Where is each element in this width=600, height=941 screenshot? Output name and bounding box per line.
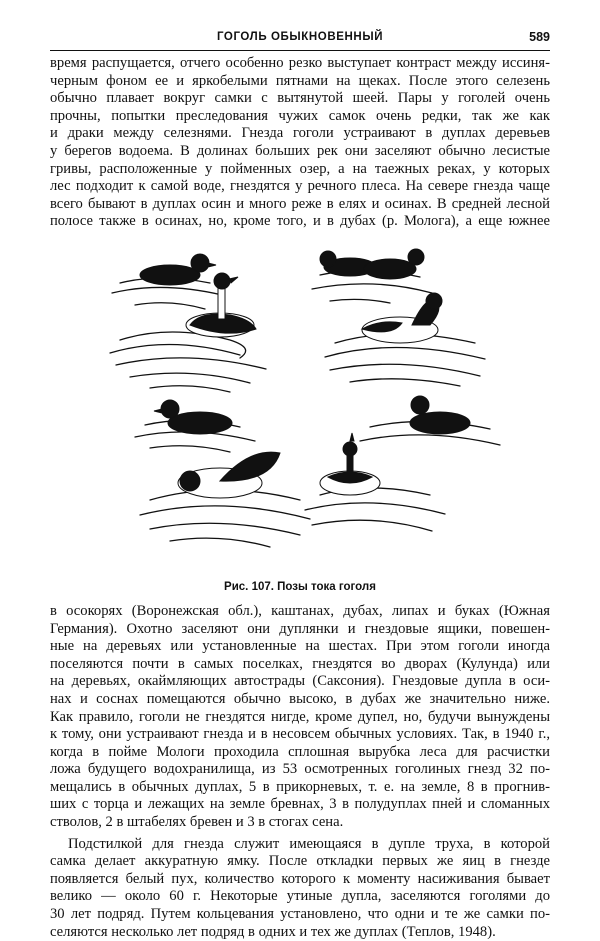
text-line: на деревьях, окаймляющих автострады (Саксония). Гнездовые дупла в оси- — [50, 673, 550, 690]
text-line: селяются несколько лет подряд в одних и тех же дуплах (Теплов, 1948). — [50, 923, 496, 940]
goldeneye-courtship-drawing — [50, 245, 550, 575]
text-line: гривы, расположенные у пойменных озер, а на таежных реках, у которых — [50, 160, 550, 177]
text-line: велико — около 60 г. Некоторые утиные дупла, заселяются гоголями до — [50, 888, 550, 905]
text-line: лес подходит к самой воде, гнездятся у речного плеса. На севере гнезда чаще — [50, 178, 550, 195]
text-line: Германия). Охотно заселяют они дуплянки и гнездовые ящики, повешен- — [50, 620, 550, 637]
text-line: 30 лет подряд. Путем кольцевания установлено, что одни и те же самки по- — [50, 906, 550, 923]
figure-illustration — [50, 245, 550, 575]
text-line: самка делает аккуратную ямку. После откладки первых же яиц в гнезде — [50, 853, 550, 870]
text-line: мещались в обычных дуплах, 5 в прикорневых, т. е. на земле, 8 в прогнив- — [50, 778, 550, 795]
paragraph-2 — [50, 603, 550, 832]
text-line: поселяются почти в самых поселках, гнездятся во дворах (Кулунда) или — [50, 655, 550, 672]
text-line: прочны, попытки преследования чужих самок очень редки, так же как — [50, 107, 550, 124]
paragraph-3 — [50, 836, 550, 941]
text-line: время распущается, отчего особенно резко выступает контраст между иссиня- — [50, 55, 550, 71]
figure-caption: Рис. 107. Позы тока гоголя — [224, 580, 376, 593]
text-line: у берегов водоема. В долинах больших рек они заселяют обычно лесистые — [50, 142, 550, 159]
text-line: обычно плавает вокруг самки с вытянутой шеей. Пары у гоголей очень — [50, 90, 550, 107]
text-line: черным фоном ее и яркобелыми пятнами на щеках. После этого селезень — [50, 72, 550, 89]
paragraph-1 — [50, 55, 550, 231]
text-line: когда в пойме Мологи проходила сплошная вырубка леса для расчистки — [50, 743, 550, 760]
page — [50, 28, 550, 941]
page-header — [50, 28, 550, 51]
text-line: появляется белый пух, количество которого к моменту насиживания бывает — [50, 870, 550, 887]
text-line: нах и соснах помещаются обычно высоко, в дубах же значительно ниже. — [50, 690, 550, 707]
running-title: ГОГОЛЬ ОБЫКНОВЕННЫЙ — [216, 31, 384, 43]
text-line: и драки между селезнями. Гнезда гоголи устраивают в дуплах деревьев — [50, 125, 550, 142]
text-line: Как правило, гоголи не гнездятся нигде, кроме дупел, но, будучи вынуждены — [50, 708, 550, 725]
text-line: к тому, они устраивают гнезда и в несовсем обычных условиях. Так, в 1940 г., — [50, 726, 550, 743]
text-line: всего бывают в дуплах осин и много реже в елях и осинах. В средней лесной — [50, 195, 550, 212]
text-line: ложа будущего водохранилища, из 53 осмотренных гоголиных гнезд 32 по- — [50, 761, 550, 778]
text-line: Подстилкой для гнезда служит имеющаяся в дупле труха, в которой — [68, 835, 550, 852]
text-line: полосе также в осинах, но, кроме того, и в дубах (р. Молога), а еще южнее — [50, 213, 550, 230]
text-line: стволов, 2 в штабелях бревен и 3 в стогах сена. — [50, 814, 344, 831]
text-line: ших с торца и лежащих на земле бревнах, 3 в полудуплах пней и сломанных — [50, 796, 550, 813]
page-number: 589 — [529, 30, 550, 44]
text-line: в осокорях (Воронежская обл.), каштанах, дубах, липах и буках (Южная — [50, 602, 550, 619]
text-line: ные на деревьях или установленные на шестах. При этом гоголи иногда — [50, 638, 550, 655]
